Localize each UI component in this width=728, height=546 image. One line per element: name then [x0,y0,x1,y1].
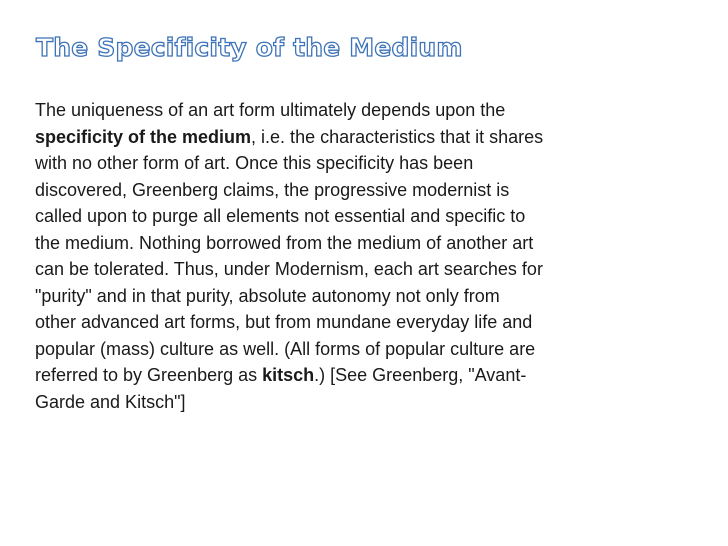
body-text-run: , i.e. the characteristics that it shares [251,126,544,147]
body-line [35,389,685,416]
body-line [35,230,685,257]
slide-body-text [35,97,685,415]
body-line [35,336,685,363]
body-line [35,256,685,283]
body-text-run: popular (mass) culture as well. (All forms of popular culture are [35,338,536,359]
body-line [35,203,685,230]
bold-term: specificity of the medium [35,126,252,147]
body-text-run: can be tolerated. Thus, under Modernism, each art searches for [35,259,543,279]
body-text-run: other advanced art forms, but from mundane everyday life and [35,312,533,332]
body-text-run: called upon to purge all elements not essential and specific to [35,206,526,226]
body-line [35,150,685,177]
body-text-run: the medium. Nothing borrowed from the medium of another art [35,232,534,253]
body-text-run: referred to by Greenberg as [35,365,263,385]
body-text-run: with no other form of art. Once this specificity has been [35,153,474,173]
body-text-run: discovered, Greenberg claims, the progressive modernist is [35,179,510,200]
body-text-run: The uniqueness of an art form ultimately depends upon the [35,100,506,120]
body-line [35,309,685,336]
body-text-run: "purity" and in that purity, absolute autonomy not only from [35,285,500,306]
body-text-run: Garde and Kitsch"] [35,391,186,412]
body-text-run: .) [See Greenberg, "Avant- [314,365,527,385]
body-line [35,177,685,204]
body-line [35,97,685,124]
body-line [35,124,685,151]
body-line [35,362,685,389]
bold-term: kitsch [262,365,315,385]
body-line [35,283,685,310]
slide-title: The Specificity of the Medium [36,33,463,62]
